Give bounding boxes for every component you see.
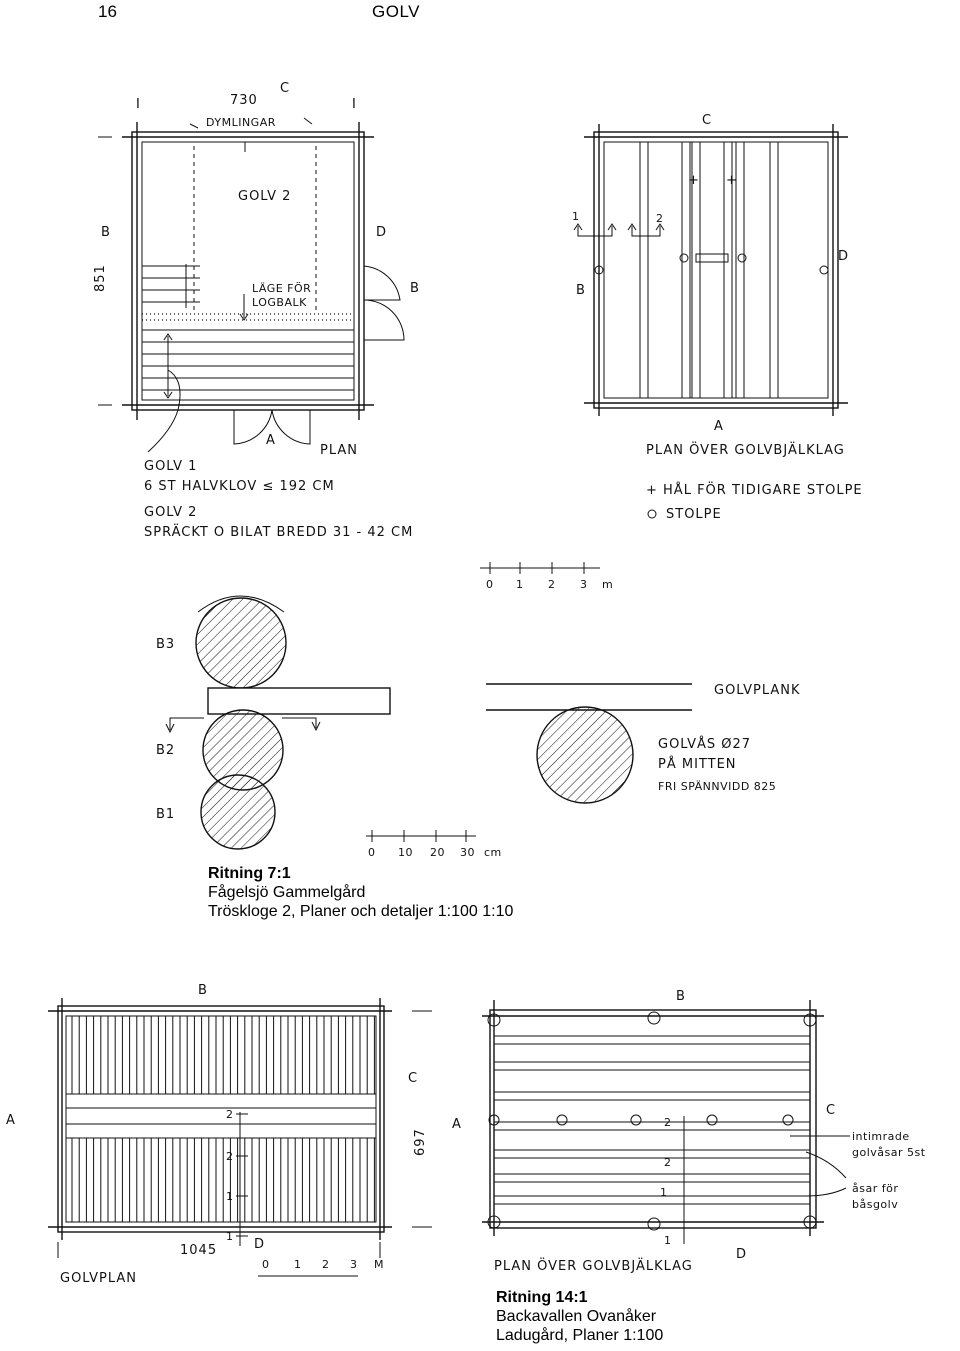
- scale-cm-0: 0: [368, 846, 376, 859]
- scale-cm-30: 30: [460, 846, 475, 859]
- joist14-label-b: B: [676, 989, 686, 1004]
- golvplan-14-1: [6, 983, 432, 1286]
- joist-plan-7-1: [480, 113, 863, 591]
- pa-mitten-label: PÅ MITTEN: [658, 757, 737, 772]
- golvplan-frame-outer: [58, 1006, 384, 1232]
- label-b-door: B: [410, 281, 420, 296]
- dim-851: 851: [93, 264, 108, 292]
- floor-planks-top: [72, 1016, 374, 1094]
- caption-ritning-7-1: [208, 864, 513, 921]
- note-golvasar: golvåsar 5st: [852, 1146, 926, 1159]
- note-halvklov: 6 ST HALVKLOV ≤ 192 CM: [144, 479, 335, 494]
- joist-frame-outer: [594, 132, 838, 408]
- dim-697: 697: [413, 1128, 428, 1156]
- caption-7-1-desc: Tröskloge 2, Planer och detaljer 1:100 1:10: [208, 903, 514, 920]
- post-hole-mark: +: [688, 173, 700, 188]
- section-title: GOLV: [372, 2, 420, 21]
- scale-M-0: 0: [262, 1258, 270, 1271]
- log-b1: [201, 775, 275, 849]
- caption-7-1-title: Ritning 7:1: [208, 865, 291, 882]
- golvplan-mark-1a: 1: [226, 1190, 234, 1203]
- golvplan-title: GOLVPLAN: [60, 1271, 138, 1286]
- scale-m-3: 3: [580, 578, 588, 591]
- note-golv1: GOLV 1: [144, 459, 198, 474]
- section-arrow-2: 2: [656, 212, 664, 225]
- joist14-label-c: C: [826, 1103, 837, 1118]
- label-c-top: C: [280, 81, 291, 96]
- label-b1: B1: [156, 807, 176, 822]
- joist14-mark-2a: 2: [664, 1116, 672, 1129]
- joist-label-a: A: [714, 419, 724, 434]
- section-arrow-1: 1: [572, 210, 580, 223]
- plan-7-1: [93, 81, 420, 540]
- label-b3: B3: [156, 637, 176, 652]
- golvas-log: [537, 707, 633, 803]
- caption-ritning-14-1: [496, 1288, 663, 1345]
- golvplan-label-d: D: [254, 1237, 266, 1252]
- scale-cm-10: 10: [398, 846, 413, 859]
- scale-M-3: 3: [350, 1258, 358, 1271]
- dim-1045: 1045: [180, 1243, 218, 1258]
- post-hole-mark-2: +: [726, 173, 738, 188]
- golvplank-label: GOLVPLANK: [714, 683, 801, 698]
- label-a-bottom: A: [266, 433, 276, 448]
- dymlingar-label: DYMLINGAR: [206, 116, 276, 129]
- golvplan-label-b: B: [198, 983, 208, 998]
- golvplan-label-c: C: [408, 1071, 419, 1086]
- scale-cm-20: 20: [430, 846, 445, 859]
- mark-1-right: I: [352, 97, 357, 112]
- joist14-label-d: D: [736, 1247, 748, 1262]
- scale-M-unit: M: [374, 1258, 384, 1271]
- log-frame-outer: [132, 132, 364, 410]
- joist-label-d: D: [838, 249, 850, 264]
- detail-7-1: [156, 596, 801, 859]
- golvplan-mark-1b: 1: [226, 1230, 234, 1243]
- note-basgolv: båsgolv: [852, 1198, 899, 1211]
- golvplan-mark-2a: 2: [226, 1108, 234, 1121]
- scale-bar-m: [480, 562, 613, 591]
- caption-14-1-place: Backavallen Ovanåker: [496, 1308, 657, 1325]
- golvplan-mark-2b: 2: [226, 1150, 234, 1163]
- scale-cm-unit: cm: [484, 846, 502, 859]
- plan-label: PLAN: [320, 443, 358, 458]
- page-number: 16: [98, 2, 117, 21]
- logbalk-label: LOGBALK: [252, 296, 307, 309]
- golv2-label: GOLV 2: [238, 189, 292, 204]
- label-d-right: D: [376, 225, 388, 240]
- scale-m-0: 0: [486, 578, 494, 591]
- joist-plan-14-1: [452, 989, 926, 1274]
- legend-hole: + HÅL FÖR TIDIGARE STOLPE: [646, 483, 863, 498]
- note-golv2: GOLV 2: [144, 505, 198, 520]
- caption-14-1-desc: Ladugård, Planer 1:100: [496, 1327, 664, 1344]
- joist14-frame-outer: [490, 1010, 816, 1228]
- scale-m-unit: m: [602, 578, 614, 591]
- scale-bar-cm: [366, 830, 502, 859]
- joist-beams: [494, 1036, 810, 1204]
- golvplan-label-a: A: [6, 1113, 16, 1128]
- note-sprackt: SPRÄCKT O BILAT BREDD 31 - 42 CM: [144, 525, 414, 540]
- legend-post-icon: [648, 510, 656, 518]
- label-b-left: B: [101, 225, 111, 240]
- joist14-title: PLAN ÖVER GOLVBJÄLKLAG: [494, 1259, 693, 1274]
- note-intimrade: intimrade: [852, 1130, 910, 1143]
- log-b3: [196, 598, 286, 688]
- scale-M-2: 2: [322, 1258, 330, 1271]
- dim-730: 730: [230, 93, 258, 108]
- joist-frame-inner: [604, 142, 828, 398]
- scale-m-1: 1: [516, 578, 524, 591]
- caption-7-1-place: Fågelsjö Gammelgård: [208, 884, 366, 901]
- scale-M-1: 1: [294, 1258, 302, 1271]
- floor-planks-bottom: [72, 1138, 374, 1222]
- floor-joists: [640, 142, 778, 398]
- caption-14-1-title: Ritning 14:1: [496, 1289, 588, 1306]
- joist14-mark-1a: 1: [660, 1186, 668, 1199]
- joist14-mark-1b: 1: [664, 1234, 672, 1247]
- joist-label-c: C: [702, 113, 713, 128]
- scale-m-2: 2: [548, 578, 556, 591]
- label-b2: B2: [156, 743, 176, 758]
- lage-for-label: LÄGE FÖR: [252, 282, 312, 295]
- joist-plan-title: PLAN ÖVER GOLVBJÄLKLAG: [646, 443, 845, 458]
- joist14-label-a: A: [452, 1117, 462, 1132]
- spannvidd-label: FRI SPÄNNVIDD 825: [658, 780, 777, 793]
- legend-post: STOLPE: [666, 507, 722, 522]
- joist-label-b: B: [576, 283, 586, 298]
- note-asar-for: åsar för: [852, 1182, 899, 1195]
- scale-bar-M: [258, 1258, 384, 1276]
- golvas-label: GOLVÅS Ø27: [658, 737, 752, 752]
- log-frame-inner: [142, 142, 354, 400]
- golv1-boards: [142, 330, 354, 390]
- joist14-mark-2b: 2: [664, 1156, 672, 1169]
- mark-1-left: I: [136, 97, 141, 112]
